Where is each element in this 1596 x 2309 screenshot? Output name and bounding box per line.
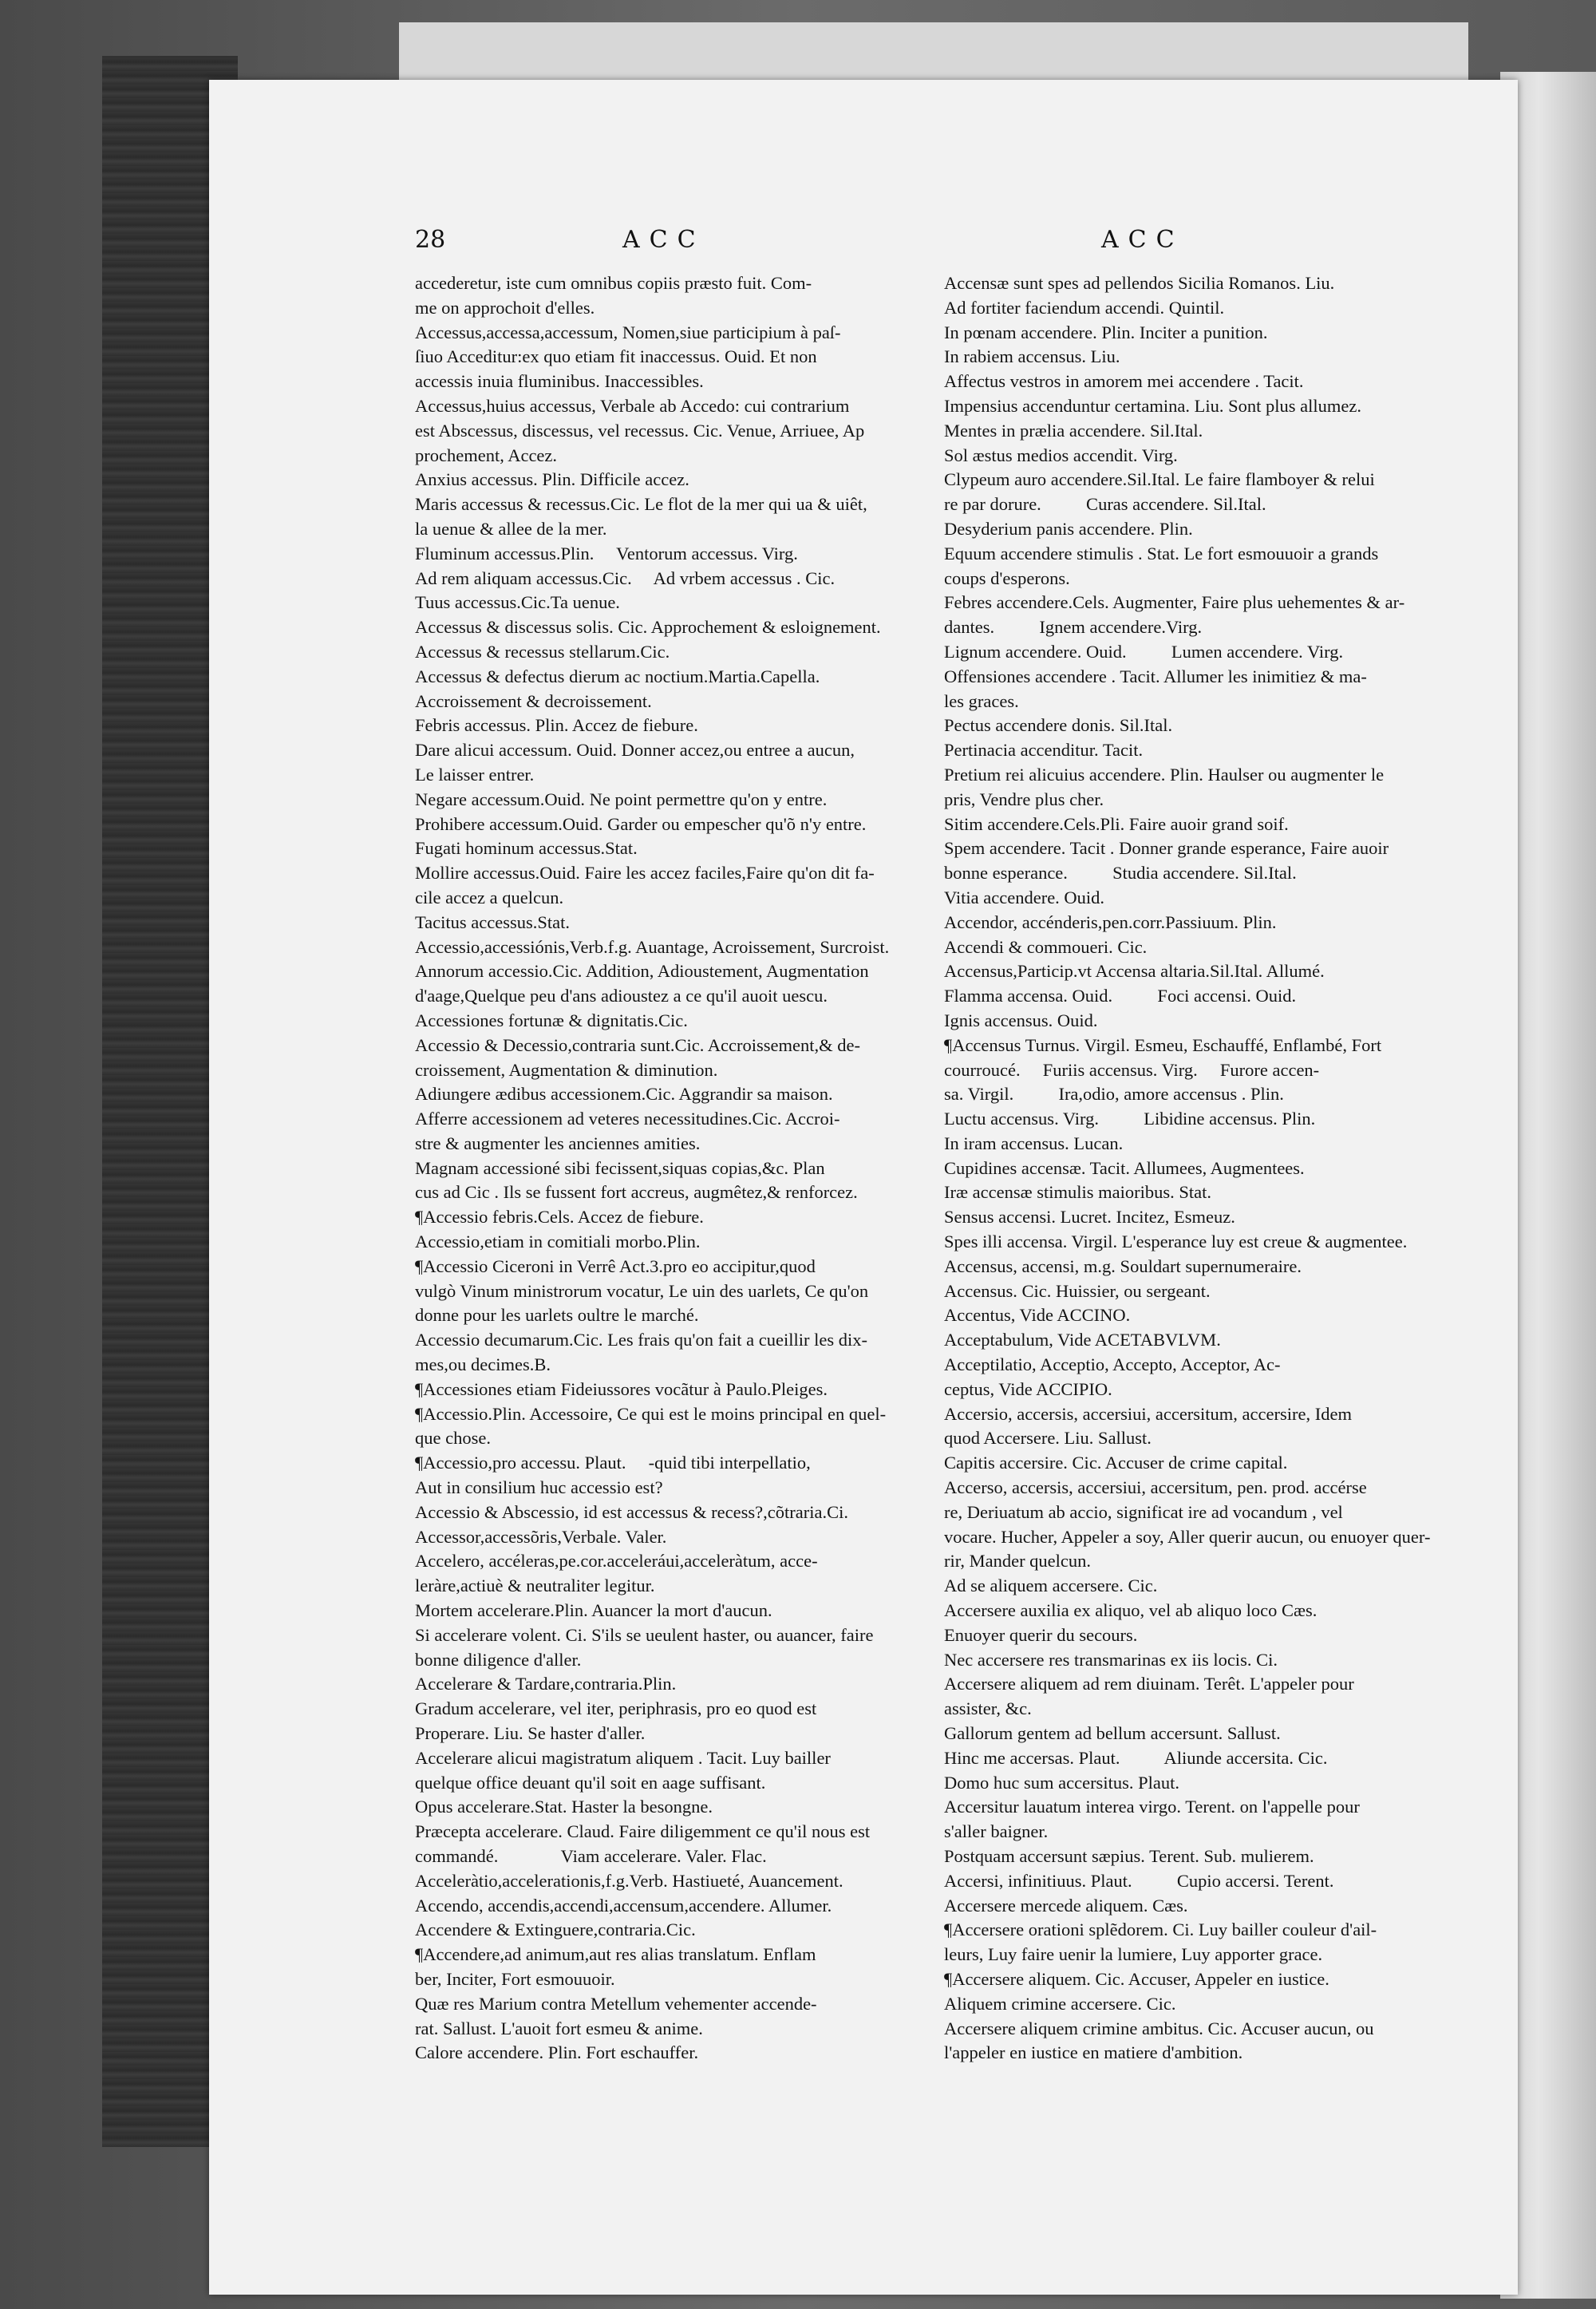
text-line: Accendo, accendis,accendi,accensum,accendere. Allumer. xyxy=(415,1895,832,1916)
text-line: Spem accendere. Tacit . Donner grande esperance, Faire auoir xyxy=(944,838,1389,859)
text-line: Aliquem crimine accersere. Cic. xyxy=(944,1993,1176,2014)
text-line: Accendor, accénderis,pen.corr.Passiuum. Plin. xyxy=(944,911,1277,932)
text-line: In pœnam accendere. Plin. Inciter a punition. xyxy=(944,322,1268,342)
text-line: ¶Accessio.Plin. Accessoire, Ce qui est le moins principal en quel- xyxy=(415,1403,887,1424)
text-line: Ad fortiter faciendum accendi. Quintil. xyxy=(944,297,1225,318)
text-line: Luctu accensus. Virg. Libidine accensus. Plin. xyxy=(944,1109,1316,1129)
text-line: Clypeum auro accendere.Sil.Ital. Le faire flamboyer & relui xyxy=(944,469,1375,490)
text-line: les graces. xyxy=(944,690,1019,711)
text-line: Lignum accendere. Ouid. Lumen accendere. Virg. xyxy=(944,641,1344,662)
text-line: ¶Accersere orationi splẽdorem. Ci. Luy bailler couleur d'ail- xyxy=(944,1920,1377,1940)
page-number: 28 xyxy=(415,226,446,254)
text-line: Hinc me accersas. Plaut. Aliunde accersita. Cic. xyxy=(944,1747,1328,1768)
text-line: Cupidines accensæ. Tacit. Allumees, Augmentees. xyxy=(944,1157,1305,1178)
text-line: la uenue & allee de la mer. xyxy=(415,518,607,539)
text-line: croissement, Augmentation & diminution. xyxy=(415,1059,718,1080)
text-line: Accessio,etiam in comitiali morbo.Plin. xyxy=(415,1232,701,1252)
text-line: d'aage,Quelque peu d'ans adioustez a ce qu'il auoit uescu. xyxy=(415,986,828,1006)
text-line: Negare accessum.Ouid. Ne point permettre qu'on y entre. xyxy=(415,789,828,809)
text-line: rir, Mander quelcun. xyxy=(944,1551,1092,1572)
text-line: In rabiem accensus. Liu. xyxy=(944,346,1120,367)
text-line: cile accez a quelcun. xyxy=(415,887,564,907)
text-line: Si accelerare volent. Ci. S'ils se ueulent haster, ou auancer, faire xyxy=(415,1624,874,1645)
text-line: Mollire accessus.Ouid. Faire les accez faciles,Faire qu'on dit fa- xyxy=(415,863,875,884)
text-line: Opus accelerare.Stat. Haster la besongne. xyxy=(415,1797,713,1817)
text-line: Accensus, accensi, m.g. Souldart supernumeraire. xyxy=(944,1255,1302,1276)
text-line: leràre,actiuè & neutraliter legitur. xyxy=(415,1576,655,1596)
text-line: ¶Accessio Ciceroni in Verrê Act.3.pro eo accipitur,quod xyxy=(415,1255,816,1276)
text-line: Gradum accelerare, vel iter, periphrasis, pro eo quod est xyxy=(415,1698,817,1719)
text-line: Annorum accessio.Cic. Addition, Adioustement, Augmentation xyxy=(415,961,869,982)
text-line: Accelerare alicui magistratum aliquem . Tacit. Luy bailler xyxy=(415,1747,831,1768)
text-line: Accroissement & decroissement. xyxy=(415,690,652,711)
text-line: Accersere mercede aliquem. Cæs. xyxy=(944,1895,1188,1916)
text-line: Anxius accessus. Plin. Difficile accez. xyxy=(415,469,689,490)
text-line: que chose. xyxy=(415,1428,491,1449)
text-line: ¶Accersere aliquem. Cic. Accuser, Appeler en iustice. xyxy=(944,1968,1329,1989)
text-line: ber, Inciter, Fort esmouuoir. xyxy=(415,1968,615,1989)
text-line: cus ad Cic . Ils se fussent fort accreus, augmêtez,& renforcez. xyxy=(415,1182,858,1203)
text-line: Accersere aliquem crimine ambitus. Cic. Accuser aucun, ou xyxy=(944,2018,1374,2038)
text-line: Accersere aliquem ad rem diuinam. Terêt. L'appeler pour xyxy=(944,1674,1354,1694)
text-line: Pectus accendere donis. Sil.Ital. xyxy=(944,715,1173,736)
text-line: Accersi, infinitiuus. Plaut. Cupio accersi. Terent. xyxy=(944,1870,1334,1891)
text-line: bonne diligence d'aller. xyxy=(415,1649,582,1670)
text-line: prochement, Accez. xyxy=(415,445,558,465)
text-line: sa. Virgil. Ira,odio, amore accensus . Plin. xyxy=(944,1084,1284,1105)
text-line: Iræ accensæ stimulis maioribus. Stat. xyxy=(944,1182,1211,1203)
text-line: Acceleràtio,accelerationis,f.g.Verb. Hastiueté, Auancement. xyxy=(415,1870,843,1891)
text-line: Accendere & Extinguere,contraria.Cic. xyxy=(415,1920,696,1940)
text-line: Accersere auxilia ex aliquo, vel ab aliquo loco Cæs. xyxy=(944,1600,1317,1621)
text-line: Ad rem aliquam accessus.Cic. Ad vrbem accessus . Cic. xyxy=(415,567,836,588)
text-line: Properare. Liu. Se haster d'aller. xyxy=(415,1723,646,1744)
text-line: Accensus. Cic. Huissier, ou sergeant. xyxy=(944,1280,1211,1301)
text-line: est Abscessus, discessus, vel recessus. Cic. Venue, Arriuee, Ap xyxy=(415,420,865,441)
text-line: Dare alicui accessum. Ouid. Donner accez,ou entree a aucun, xyxy=(415,740,855,761)
text-line: Præcepta accelerare. Claud. Faire diligemment ce qu'il nous est xyxy=(415,1821,871,1842)
text-line: Accerso, accersis, accersiui, accersitum, pen. prod. accérse xyxy=(944,1477,1367,1498)
text-line: Tuus accessus.Cic.Ta uenue. xyxy=(415,592,620,613)
text-line: rat. Sallust. L'auoit fort esmeu & anime. xyxy=(415,2018,703,2038)
text-line: ceptus, Vide ACCIPIO. xyxy=(944,1378,1112,1399)
text-line: Le laisser entrer. xyxy=(415,764,535,785)
text-line: Tacitus accessus.Stat. xyxy=(415,911,570,932)
text-line: me on approchoit d'elles. xyxy=(415,297,595,318)
text-line: Accessio & Abscessio, id est accessus & recess?,cõtraria.Ci. xyxy=(415,1501,848,1522)
text-line: commandé. Viam accelerare. Valer. Flac. xyxy=(415,1846,767,1866)
text-line: ¶Accessio,pro accessu. Plaut. -quid tibi interpellatio, xyxy=(415,1453,811,1473)
text-line: Offensiones accendere . Tacit. Allumer les inimitiez & ma- xyxy=(944,666,1367,686)
text-line: vulgò Vinum ministrorum vocatur, Le uin des uarlets, Ce qu'on xyxy=(415,1280,869,1301)
text-line: quelque office deuant qu'il soit en aage suffisant. xyxy=(415,1772,766,1793)
text-line: Affectus vestros in amorem mei accendere . Tacit. xyxy=(944,371,1304,392)
text-line: Fluminum accessus.Plin. Ventorum accessus. Virg. xyxy=(415,543,798,563)
text-line: Nec accersere res transmarinas ex iis locis. Ci. xyxy=(944,1649,1278,1670)
text-line: donne pour les uarlets oultre le marché. xyxy=(415,1305,699,1326)
text-line: re par dorure. Curas accendere. Sil.Ital. xyxy=(944,494,1266,515)
text-line: mes,ou decimes.B. xyxy=(415,1354,551,1375)
text-line: Vitia accendere. Ouid. xyxy=(944,887,1105,907)
text-line: Flamma accensa. Ouid. Foci accensi. Ouid. xyxy=(944,986,1297,1006)
text-line: In iram accensus. Lucan. xyxy=(944,1133,1124,1153)
text-line: Accessio & Decessio,contraria sunt.Cic. Accroissement,& de- xyxy=(415,1034,860,1055)
text-line: Fugati hominum accessus.Stat. xyxy=(415,838,638,859)
text-line: Gallorum gentem ad bellum accersunt. Sallust. xyxy=(944,1723,1281,1744)
text-line: Accessor,accessõris,Verbale. Valer. xyxy=(415,1526,667,1547)
text-line: Impensius accenduntur certamina. Liu. Sont plus allumez. xyxy=(944,395,1361,416)
text-line: Accessus & discessus solis. Cic. Approchement & esloignement. xyxy=(415,617,881,638)
text-line: Afferre accessionem ad veteres necessitudines.Cic. Accroi- xyxy=(415,1109,840,1129)
text-line: Accessiones fortunæ & dignitatis.Cic. xyxy=(415,1010,688,1030)
text-line: Accelero, accéleras,pe.cor.acceleráui,acceleràtum, acce- xyxy=(415,1551,818,1572)
right-column xyxy=(944,271,1455,2063)
text-line: Ad se aliquem accersere. Cic. xyxy=(944,1576,1158,1596)
text-line: Accersio, accersis, accersiui, accersitum, accersire, Idem xyxy=(944,1403,1352,1424)
running-head-right: ACC xyxy=(1101,226,1184,254)
text-line: Accentus, Vide ACCINO. xyxy=(944,1305,1131,1326)
text-line: courroucé. Furiis accensus. Virg. Furore accen- xyxy=(944,1059,1320,1080)
text-line: ¶Accessiones etiam Fideiussores vocãtur à Paulo.Pleiges. xyxy=(415,1378,828,1399)
text-line: quod Accersere. Liu. Sallust. xyxy=(944,1428,1152,1449)
text-line: Accessus & defectus dierum ac noctium.Martia.Capella. xyxy=(415,666,820,686)
text-line: Calore accendere. Plin. Fort eschauffer. xyxy=(415,2042,699,2063)
text-line: Febris accessus. Plin. Accez de fiebure. xyxy=(415,715,698,736)
running-head-left: ACC xyxy=(622,226,705,254)
text-line: Febres accendere.Cels. Augmenter, Faire plus uehementes & ar- xyxy=(944,592,1405,613)
text-line: stre & augmenter les anciennes amities. xyxy=(415,1133,701,1153)
text-line: Prohibere accessum.Ouid. Garder ou empescher qu'õ n'y entre. xyxy=(415,813,867,834)
text-line: ¶Accendere,ad animum,aut res alias translatum. Enflam xyxy=(415,1944,816,1965)
text-line: bonne esperance. Studia accendere. Sil.Ital. xyxy=(944,863,1297,884)
text-line: accessis inuia fluminibus. Inaccessibles. xyxy=(415,371,704,392)
text-line: s'aller baigner. xyxy=(944,1821,1049,1842)
text-line: Capitis accersire. Cic. Accuser de crime capital. xyxy=(944,1453,1288,1473)
text-line: ¶Accensus Turnus. Virgil. Esmeu, Eschauffé, Enflambé, Fort xyxy=(944,1034,1382,1055)
text-line: Accensus,Particip.vt Accensa altaria.Sil.Ital. Allumé. xyxy=(944,961,1325,982)
text-line: Pertinacia accenditur. Tacit. xyxy=(944,740,1144,761)
text-line: Ignis accensus. Ouid. xyxy=(944,1010,1098,1030)
text-line: Accersitur lauatum interea virgo. Terent. on l'appelle pour xyxy=(944,1797,1360,1817)
text-line: re, Deriuatum ab accio, significat ire ad vocandum , vel xyxy=(944,1501,1343,1522)
text-line: ¶Accessio febris.Cels. Accez de fiebure. xyxy=(415,1207,704,1228)
text-line: Spes illi accensa. Virgil. L'esperance luy est creue & augmentee. xyxy=(944,1232,1408,1252)
text-line: Accelerare & Tardare,contraria.Plin. xyxy=(415,1674,677,1694)
text-line: Equum accendere stimulis . Stat. Le fort esmouuoir a grands xyxy=(944,543,1379,563)
text-line: assister, &c. xyxy=(944,1698,1032,1719)
text-line: Sitim accendere.Cels.Pli. Faire auoir grand soif. xyxy=(944,813,1289,834)
text-line: Enuoyer querir du secours. xyxy=(944,1624,1138,1645)
text-line: vocare. Hucher, Appeler a soy, Aller querir aucun, ou enuoyer quer- xyxy=(944,1526,1431,1547)
text-line: ſiuo Acceditur:ex quo etiam fit inaccessus. Ouid. Et non xyxy=(415,346,817,367)
text-line: Accensæ sunt spes ad pellendos Sicilia Romanos. Liu. xyxy=(944,273,1335,293)
text-line: Accessus & recessus stellarum.Cic. xyxy=(415,641,670,662)
text-line: Desyderium panis accendere. Plin. xyxy=(944,518,1193,539)
text-line: Accessus,huius accessus, Verbale ab Accedo: cui contrarium xyxy=(415,395,850,416)
text-line: Mortem accelerare.Plin. Auancer la mort d'aucun. xyxy=(415,1600,772,1621)
text-line: Mentes in prælia accendere. Sil.Ital. xyxy=(944,420,1203,441)
text-line: leurs, Luy faire uenir la lumiere, Luy apporter grace. xyxy=(944,1944,1323,1965)
text-line: Pretium rei alicuius accendere. Plin. Haulser ou augmenter le xyxy=(944,764,1385,785)
text-line: Sensus accensi. Lucret. Incitez, Esmeuz. xyxy=(944,1207,1235,1228)
text-line: Acceptilatio, Acceptio, Accepto, Acceptor, Ac- xyxy=(944,1354,1281,1375)
text-line: Quæ res Marium contra Metellum vehementer accende- xyxy=(415,1993,817,2014)
text-line: Domo huc sum accersitus. Plaut. xyxy=(944,1772,1179,1793)
text-line: pris, Vendre plus cher. xyxy=(944,789,1104,809)
text-line: l'appeler en iustice en matiere d'ambition. xyxy=(944,2042,1243,2063)
text-line: Maris accessus & recessus.Cic. Le flot de la mer qui ua & uiêt, xyxy=(415,494,867,515)
text-line: Sol æstus medios accendit. Virg. xyxy=(944,445,1178,465)
text-line: Accendi & commoueri. Cic. xyxy=(944,936,1148,957)
text-line: Aut in consilium huc accessio est? xyxy=(415,1477,663,1498)
text-line: Postquam accersunt sæpius. Terent. Sub. mulierem. xyxy=(944,1846,1314,1866)
text-line: coups d'esperons. xyxy=(944,567,1070,588)
text-line: Accessus,accessa,accessum, Nomen,siue participium à paſ- xyxy=(415,322,841,342)
text-line: Accessio decumarum.Cic. Les frais qu'on fait a cueillir les dix- xyxy=(415,1330,867,1350)
text-line: Accessio,accessiónis,Verb.f.g. Auantage, Acroissement, Surcroist. xyxy=(415,936,890,957)
text-line: accederetur, iste cum omnibus copiis præsto fuit. Com- xyxy=(415,273,812,293)
text-line: Adiungere ædibus accessionem.Cic. Aggrandir sa maison. xyxy=(415,1084,833,1105)
text-line: Acceptabulum, Vide ACETABVLVM. xyxy=(944,1330,1221,1350)
text-line: dantes. Ignem accendere.Virg. xyxy=(944,617,1203,638)
text-line: Magnam accessioné sibi fecissent,siquas copias,&c. Plan xyxy=(415,1157,825,1178)
